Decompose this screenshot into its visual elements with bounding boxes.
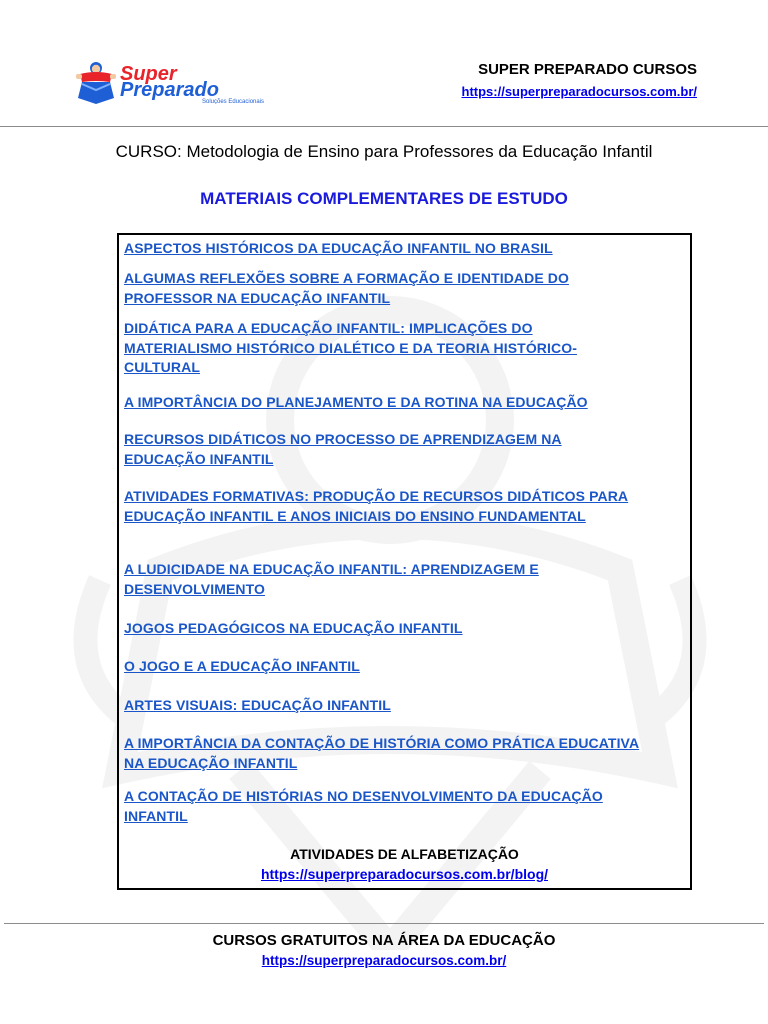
- material-link[interactable]: ATIVIDADES FORMATIVAS: PRODUÇÃO DE RECURSOS DIDÁTICOS PARA EDUCAÇÃO INFANTIL E ANOS INICIAIS DO ENSINO FUNDAMENTAL: [124, 488, 629, 524]
- material-link[interactable]: ALGUMAS REFLEXÕES SOBRE A FORMAÇÃO E IDENTIDADE DO PROFESSOR NA EDUCAÇÃO INFANTIL: [124, 270, 569, 306]
- material-link[interactable]: JOGOS PEDAGÓGICOS NA EDUCAÇÃO INFANTIL: [124, 620, 463, 636]
- material-link[interactable]: A LUDICIDADE NA EDUCAÇÃO INFANTIL: APRENDIZAGEM E DESENVOLVIMENTO: [124, 561, 539, 597]
- logo-tagline: Soluções Educacionais: [202, 99, 265, 104]
- logo-word-preparado: Preparado: [120, 79, 219, 101]
- material-link[interactable]: RECURSOS DIDÁTICOS NO PROCESSO DE APRENDIZAGEM NA EDUCAÇÃO INFANTIL: [124, 431, 562, 467]
- company-name: SUPER PREPARADO CURSOS: [478, 61, 697, 78]
- logo-word-super: Super: [120, 63, 177, 85]
- material-link[interactable]: DIDÁTICA PARA A EDUCAÇÃO INFANTIL: IMPLICAÇÕES DO MATERIALISMO HISTÓRICO DIALÉTICO E DA TEORIA HISTÓRICO-CULTURAL: [124, 320, 577, 375]
- footer-divider: [4, 923, 764, 924]
- course-title: CURSO: Metodologia de Ensino para Professores da Educação Infantil: [115, 142, 653, 161]
- material-link[interactable]: ARTES VISUAIS: EDUCAÇÃO INFANTIL: [124, 697, 391, 713]
- material-link[interactable]: A IMPORTÂNCIA DA CONTAÇÃO DE HISTÓRIA COMO PRÁTICA EDUCATIVA NA EDUCAÇÃO INFANTIL: [124, 735, 640, 771]
- materials-subtitle: MATERIAIS COMPLEMENTARES DE ESTUDO: [200, 189, 568, 208]
- blog-link[interactable]: https://superpreparadocursos.com.br/blog/: [260, 866, 549, 882]
- material-link[interactable]: A CONTAÇÃO DE HISTÓRIAS NO DESENVOLVIMENTO DA EDUCAÇÃO INFANTIL: [124, 788, 603, 824]
- page-header: [0, 0, 768, 126]
- material-link[interactable]: O JOGO E A EDUCAÇÃO INFANTIL: [124, 658, 360, 674]
- material-link[interactable]: ASPECTOS HISTÓRICOS DA EDUCAÇÃO INFANTIL NO BRASIL: [124, 240, 553, 256]
- super-preparado-logo: [74, 60, 296, 104]
- footer-title: CURSOS GRATUITOS NA ÁREA DA EDUCAÇÃO: [212, 932, 556, 949]
- company-url-link[interactable]: https://superpreparadocursos.com.br/: [461, 84, 697, 99]
- material-link[interactable]: A IMPORTÂNCIA DO PLANEJAMENTO E DA ROTINA NA EDUCAÇÃO: [124, 394, 588, 410]
- header-divider: [0, 126, 768, 127]
- footer-url-link[interactable]: https://superpreparadocursos.com.br/: [261, 953, 507, 968]
- alfabetizacao-title: ATIVIDADES DE ALFABETIZAÇÃO: [290, 846, 519, 862]
